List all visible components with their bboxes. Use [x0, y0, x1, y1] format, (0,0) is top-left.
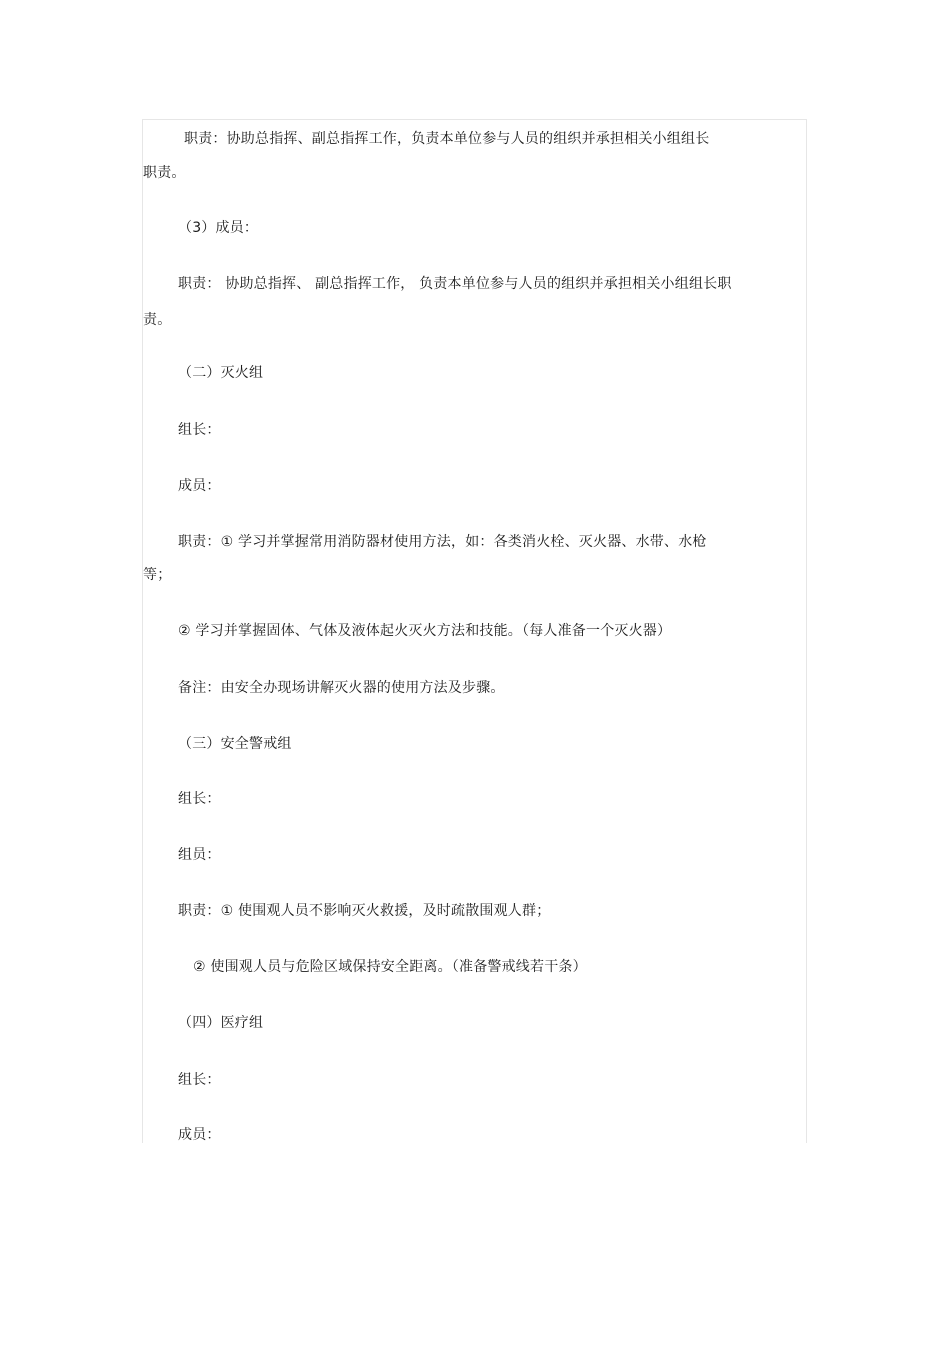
duty-line-1-cont: 职责。 — [143, 165, 186, 181]
security-group-duty-2: ② 使围观人员与危险区域保持安全距离。（准备警戒线若干条） — [193, 959, 587, 975]
fire-group-duty-2: ② 学习并掌握固体、气体及液体起火灭火方法和技能。（每人准备一个灭火器） — [178, 623, 672, 639]
section-fire-group-heading: （二）灭火组 — [178, 365, 264, 381]
security-group-duty-1: 职责：① 使围观人员不影响灭火救援，及时疏散围观人群； — [178, 903, 551, 919]
medical-group-leader: 组长： — [178, 1072, 221, 1088]
members-3-heading: （3）成员： — [178, 220, 259, 236]
fire-group-members: 成员： — [178, 478, 221, 494]
section-medical-group-heading: （四）医疗组 — [178, 1015, 264, 1031]
medical-group-members: 成员： — [178, 1127, 221, 1143]
security-group-members: 组员： — [178, 847, 221, 863]
section-security-group-heading: （三）安全警戒组 — [178, 736, 292, 752]
fire-group-note: 备注：由安全办现场讲解灭火器的使用方法及步骤。 — [178, 680, 505, 696]
fire-group-leader: 组长： — [178, 422, 221, 438]
fire-group-duty-1: 职责：① 学习并掌握常用消防器材使用方法，如：各类消火栓、灭火器、水带、水枪 — [178, 534, 707, 550]
fire-group-duty-1-cont: 等； — [143, 567, 172, 583]
security-group-leader: 组长： — [178, 791, 221, 807]
duty-line-2: 职责： 协助总指挥、 副总指挥工作， 负责本单位参与人员的组织并承担相关小组组长职 — [178, 276, 732, 292]
duty-line-2-cont: 责。 — [143, 312, 172, 328]
duty-line-1: 职责：协助总指挥、副总指挥工作，负责本单位参与人员的组织并承担相关小组组长 — [184, 131, 710, 147]
